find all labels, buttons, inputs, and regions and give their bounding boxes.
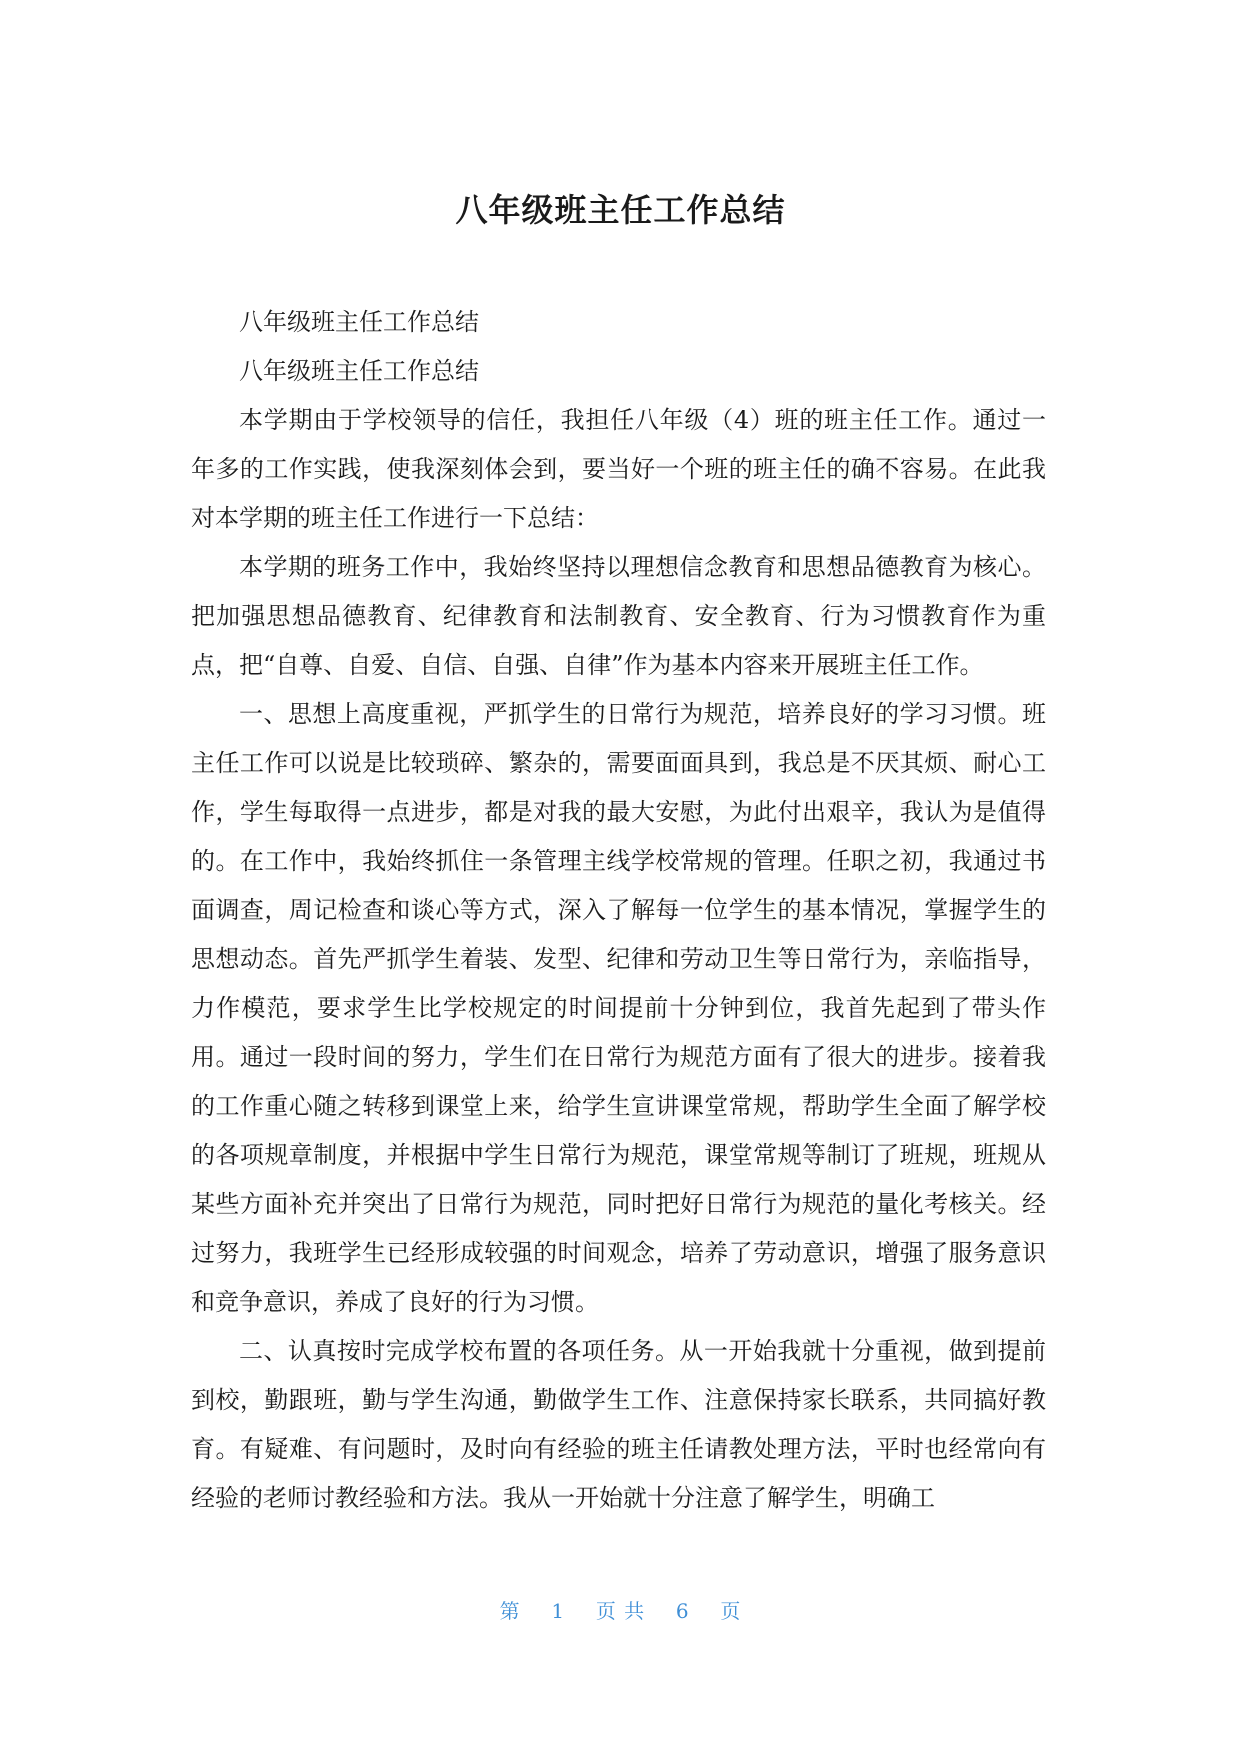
paragraph: 二、认真按时完成学校布置的各项任务。从一开始我就十分重视，做到提前到校，勤跟班，勤与学生沟通，勤做学生工作、注意保持家长联系，共同搞好教育。有疑难、有问题时，及时向有经验的班主任请教处理方法，平时也经常向有经验的老师讨教经验和方法。我从一开始就十分注意了解学生，明确工	[191, 1337, 1046, 1512]
current-page-number: 1	[551, 1599, 566, 1623]
footer-suffix: 页	[720, 1599, 742, 1623]
paragraph: 本学期的班务工作中，我始终坚持以理想信念教育和思想品德教育为核心。把加强思想品德教育、纪律教育和法制教育、安全教育、行为习惯教育作为重点，把“自尊、自爱、自信、自强、自律”作为基本内容来开展班主任工作。	[191, 553, 1046, 679]
document-title: 八年级班主任工作总结	[455, 191, 786, 229]
paragraph: 八年级班主任工作总结	[239, 308, 479, 336]
paragraph: 本学期由于学校领导的信任，我担任八年级（4）班的班主任工作。通过一年多的工作实践，使我深刻体会到，要当好一个班的班主任的确不容易。在此我对本学期的班主任工作进行一下总结：	[191, 406, 1046, 532]
paragraph: 八年级班主任工作总结	[239, 357, 479, 385]
total-pages-number: 6	[675, 1599, 690, 1623]
footer-middle: 页 共	[595, 1599, 646, 1623]
page-footer	[0, 1597, 1241, 1625]
paragraph: 一、思想上高度重视，严抓学生的日常行为规范，培养良好的学习习惯。班主任工作可以说是比较琐碎、繁杂的，需要面面具到，我总是不厌其烦、耐心工作，学生每取得一点进步，都是对我的最大安慰，为此付出艰辛，我认为是值得的。在工作中，我始终抓住一条管理主线学校常规的管理。任职之初，我通过书面调查，周记检查和谈心等方式，深入了解每一位学生的基本情况，掌握学生的思想动态。首先严抓学生着装、发型、纪律和劳动卫生等日常行为，亲临指导，力作模范，要求学生比学校规定的时间提前十分钟到位，我首先起到了带头作用。通过一段时间的努力，学生们在日常行为规范方面有了很大的进步。接着我的工作重心随之转移到课堂上来，给学生宣讲课堂常规，帮助学生全面了解学校的各项规章制度，并根据中学生日常行为规范，课堂常规等制订了班规，班规从某些方面补充并突出了日常行为规范，同时把好日常行为规范的量化考核关。经过努力，我班学生已经形成较强的时间观念，培养了劳动意识，增强了服务意识和竞争意识，养成了良好的行为习惯。	[191, 700, 1046, 1316]
footer-prefix: 第	[499, 1599, 521, 1623]
document-body	[191, 298, 1046, 1523]
